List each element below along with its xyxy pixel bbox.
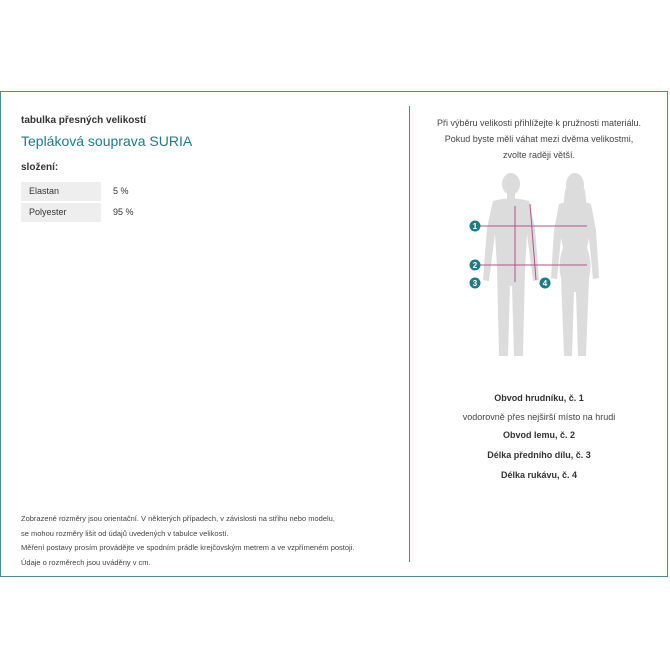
product-title: Tepláková souprava SURIA [21, 133, 193, 149]
legend-sleeve-length: Délka rukávu, č. 4 [500, 470, 578, 480]
note-line: Údaje o rozměrech jsou uváděny v cm. [21, 557, 151, 567]
column-divider [409, 106, 410, 562]
size-table-subtitle: tabulka přesných velikostí [21, 115, 147, 126]
marker-label: 4 [542, 279, 548, 288]
legend-chest-description: vodorovně přes nejširší místo na hrudi [462, 412, 616, 422]
advice-line: zvolte raději větší. [502, 150, 576, 160]
marker-4-icon [540, 278, 551, 289]
material-name: Polyester [21, 203, 101, 222]
composition-label: složení: [21, 162, 59, 173]
composition-row [21, 182, 134, 201]
legend-front-length: Délka předního dílu, č. 3 [487, 450, 591, 460]
legend-chest: Obvod hrudníku, č. 1 [494, 393, 584, 403]
size-advice [410, 115, 668, 163]
advice-line: Při výběru velikosti přihlížejte k pružnosti materiálu. [436, 118, 642, 128]
advice-line: Pokud byste měli váhat mezi dvěma velikostmi, [444, 134, 634, 144]
marker-label: 1 [472, 222, 478, 231]
measurement-note [21, 512, 354, 570]
note-line: Měření postavy prosím provádějte ve spodním prádle krejčovským metrem a ve vzpřímeném postoji. [21, 543, 355, 552]
material-value: 95 % [113, 207, 134, 217]
material-name: Elastan [21, 182, 101, 201]
body-measurement-figure [465, 168, 615, 378]
legend-hem: Obvod lemu, č. 2 [502, 430, 576, 440]
note-line: se mohou rozměry lišit od údajů uvedených v tabulce velikostí. [21, 528, 229, 538]
note-line: Zobrazené rozměry jsou orientační. V některých případech, v závislosti na střihu nebo modelu, [21, 514, 335, 523]
composition-row [21, 203, 134, 222]
marker-label: 3 [472, 279, 478, 288]
marker-1-icon [470, 221, 481, 232]
marker-3-icon [470, 278, 481, 289]
marker-2-icon [470, 260, 481, 271]
marker-label: 2 [472, 261, 478, 270]
composition-table [21, 182, 134, 224]
material-value: 5 % [113, 186, 129, 196]
